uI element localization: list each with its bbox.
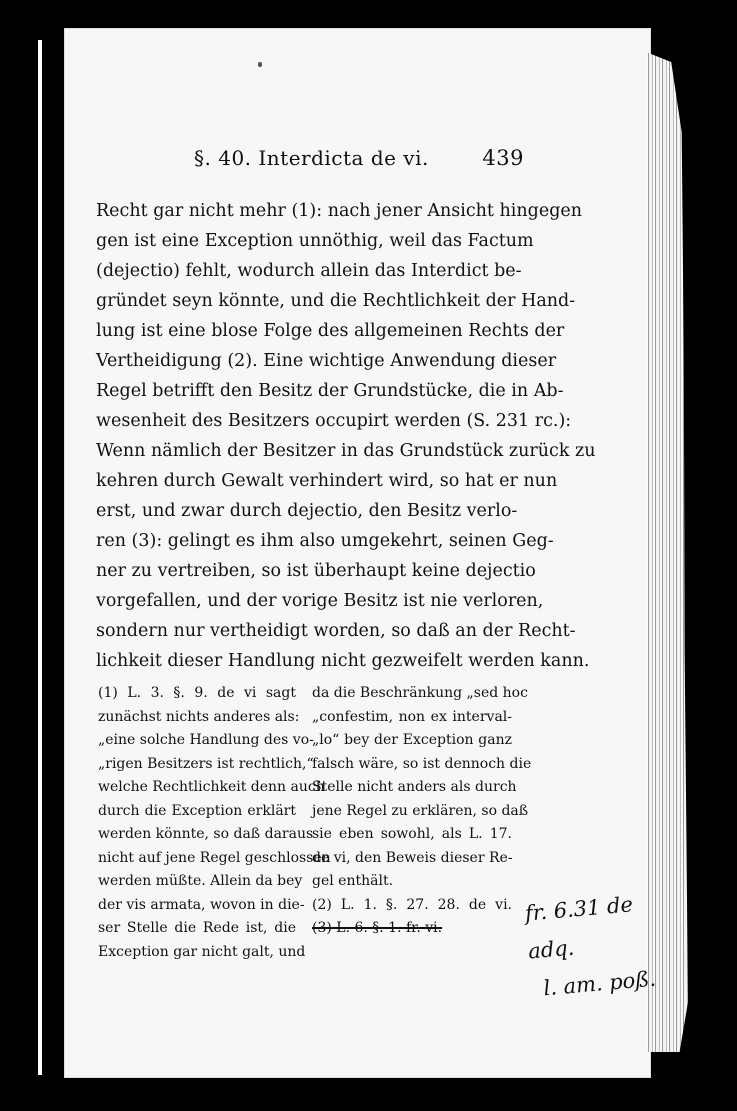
handwritten-line: fr. 6.31 de adq.	[523, 892, 634, 964]
text-line: ner zu vertreiben, so ist überhaupt keine dejectio	[96, 561, 536, 581]
footnote-line: da die Beschränkung „sed hoc	[312, 685, 528, 701]
footnote-line: ser Stelle die Rede ist, die	[98, 920, 296, 936]
running-header	[194, 146, 524, 176]
footnote-line: nicht auf jene Regel geschlossen	[98, 849, 331, 866]
footnote-line: „lo“ bey der Exception ganz	[312, 732, 512, 748]
text-line: Regel betrifft den Besitz der Grundstücke, die in Ab-	[96, 381, 564, 401]
footnote-line: falsch wäre, so ist dennoch die	[312, 755, 532, 772]
section-title: §. 40. Interdicta de vi.	[194, 146, 429, 170]
footnote-line: „eine solche Handlung des vo-	[98, 732, 314, 748]
footnote-line: (1) L. 3. §. 9. de vi sagt	[98, 685, 296, 701]
footnote-line: „confestim, non ex interval-	[312, 708, 512, 725]
footnote-line: „rigen Besitzers ist rechtlich,“	[98, 755, 314, 772]
text-line: (dejectio) fehlt, wodurch allein das Interdict be-	[96, 261, 522, 281]
text-line: kehren durch Gewalt verhindert wird, so hat er nun	[96, 471, 558, 491]
footnote-line: de vi, den Beweis dieser Re-	[312, 849, 513, 866]
footnotes-right-column	[312, 682, 532, 941]
text-line: ren (3): gelingt es ihm also umgekehrt, seinen Geg-	[96, 531, 554, 551]
text-line: Vertheidigung (2). Eine wichtige Anwendung dieser	[96, 351, 557, 371]
text-line: gen ist eine Exception unnöthig, weil das Factum	[96, 231, 534, 251]
handwritten-annotation	[523, 882, 682, 1009]
footnote-line: welche Rechtlichkeit denn auch	[98, 779, 325, 795]
page-number: 439	[482, 146, 524, 170]
footnote-line: werden könnte, so daß daraus	[98, 826, 314, 842]
left-margin-rule	[38, 40, 42, 1075]
footnote-line: Stelle nicht anders als durch	[312, 779, 517, 795]
text-line: vorgefallen, und der vorige Besitz ist nie verloren,	[96, 591, 544, 611]
struck-footnote-line: (3) L. 6. §. 1. fr. vi.	[312, 920, 443, 936]
handwritten-line: l. am. poß.	[542, 966, 657, 1001]
text-line: sondern nur vertheidigt worden, so daß an der Recht-	[96, 621, 576, 641]
footnote-line: der vis armata, wovon in die-	[98, 896, 305, 913]
text-line: Wenn nämlich der Besitzer in das Grundstück zurück zu	[96, 441, 596, 461]
footnote-line: werden müßte. Allein da bey	[98, 873, 303, 889]
footnote-line: (2) L. 1. §. 27. 28. de vi.	[312, 896, 512, 913]
text-line: lung ist eine blose Folge des allgemeinen Rechts der	[96, 321, 565, 341]
footnote-line: Exception gar nicht galt, und	[98, 943, 306, 960]
main-text	[96, 196, 596, 676]
text-line: erst, und zwar durch dejectio, den Besitz verlo-	[96, 501, 518, 521]
footnote-line: zunächst nichts anderes als:	[98, 708, 300, 725]
footnote-line: durch die Exception erklärt	[98, 802, 296, 819]
footnotes-left-column	[98, 682, 331, 964]
text-line: Recht gar nicht mehr (1): nach jener Ansicht hingegen	[96, 201, 583, 221]
footnote-line: sie eben sowohl, als L. 17.	[312, 826, 512, 842]
footnote-line: gel enthält.	[312, 873, 394, 889]
footnote-line: jene Regel zu erklären, so daß	[312, 802, 529, 819]
text-line: lichkeit dieser Handlung nicht gezweifelt werden kann.	[96, 651, 590, 671]
text-line: gründet seyn könnte, und die Rechtlichkeit der Hand-	[96, 291, 576, 311]
ink-speck	[258, 62, 262, 67]
text-line: wesenheit des Besitzers occupirt werden (S. 231 rc.):	[96, 411, 572, 431]
